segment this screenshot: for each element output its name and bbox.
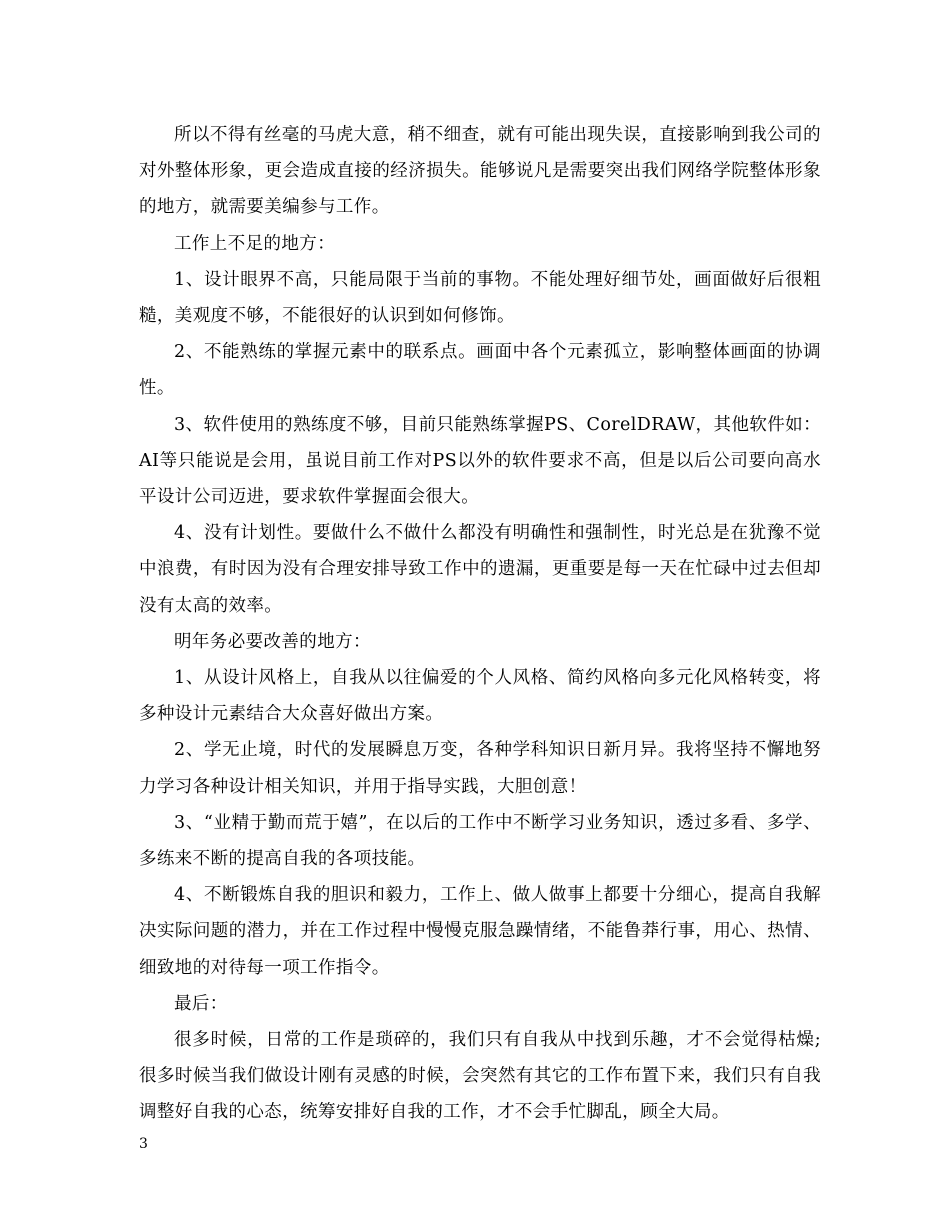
section-heading-shortcomings: 工作上不足的地方： bbox=[174, 233, 336, 254]
section-heading-improvements: 明年务必要改善的地方： bbox=[174, 631, 371, 652]
paragraph: 3、“业精于勤而荒于嬉”，在以后的工作中不断学习业务知识，透过多看、多学、多练来不断的提高自我的各项技能。 bbox=[139, 812, 821, 870]
paragraph: 4、没有计划性。要做什么不做什么都没有明确性和强制性，时光总是在犹豫不觉中浪费，有时因为没有合理安排导致工作中的遗漏，更重要是每一天在忙碌中过去但却没有太高的效率。 bbox=[139, 523, 821, 616]
section-heading-finally: 最后： bbox=[174, 993, 228, 1014]
paragraph: 1、设计眼界不高，只能局限于当前的事物。不能处理好细节处，画面做好后很粗糙，美观度不够，不能很好的认识到如何修饰。 bbox=[139, 269, 821, 327]
paragraph: 2、学无止境，时代的发展瞬息万变，各种学科知识日新月异。我将坚持不懈地努力学习各种设计相关知识，并用于指导实践，大胆创意！ bbox=[139, 740, 821, 797]
paragraph: 1、从设计风格上，自我从以往偏爱的个人风格、简约风格向多元化风格转变，将多种设计元素结合大众喜好做出方案。 bbox=[139, 668, 821, 725]
paragraph: 3、软件使用的熟练度不够，目前只能熟练掌握PS、CorelDRAW，其他软件如：AI等只能说是会用，虽说目前工作对PS以外的软件要求不高，但是以后公司要向高水平设计公司迈进，要求软件掌握面会很大。 bbox=[139, 414, 821, 508]
paragraph: 所以不得有丝毫的马虎大意，稍不细查，就有可能出现失误，直接影响到我公司的对外整体形象，更会造成直接的经济损失。能够说凡是需要突出我们网络学院整体形象的地方，就需要美编参与工作。 bbox=[139, 125, 821, 218]
paragraph: 4、不断锻炼自我的胆识和毅力，工作上、做人做事上都要十分细心，提高自我解决实际问题的潜力，并在工作过程中慢慢克服急躁情绪，不能鲁莽行事，用心、热情、细致地的对待每一项工作指令。 bbox=[139, 885, 821, 978]
paragraph: 2、不能熟练的掌握元素中的联系点。画面中各个元素孤立，影响整体画面的协调性。 bbox=[139, 342, 821, 399]
paragraph: 很多时候，日常的工作是琐碎的，我们只有自我从中找到乐趣，才不会觉得枯燥;很多时候当我们做设计刚有灵感的时候，会突然有其它的工作布置下来，我们只有自我调整好自我的心态，统筹安排好自我的工作，才不会手忙脚乱，顾全大局。 bbox=[139, 1030, 821, 1123]
page-number: 3 bbox=[139, 1136, 148, 1152]
document-body bbox=[139, 117, 821, 1131]
